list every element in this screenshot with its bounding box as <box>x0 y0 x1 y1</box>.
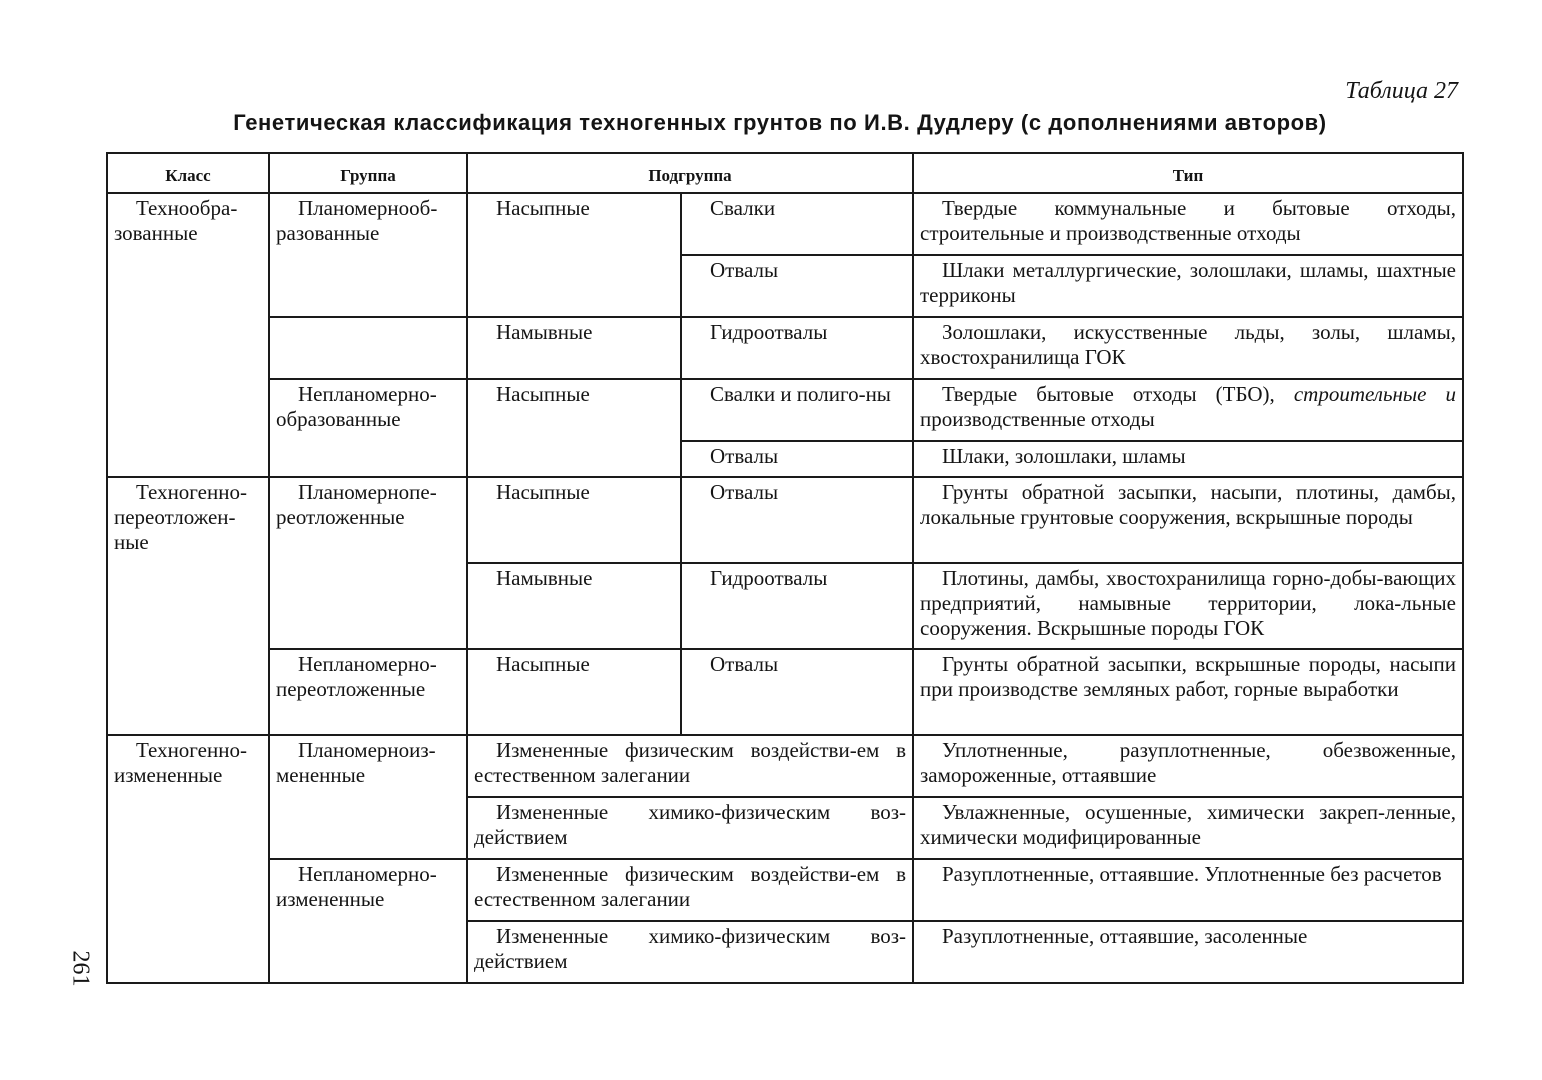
subgroup-cell: Насыпные <box>467 193 681 317</box>
subgroup-cell: Насыпные <box>467 477 681 563</box>
subgroup-cell: Измененные физическим воздействи-ем в естественном залегании <box>467 859 913 921</box>
table-title: Генетическая классификация техногенных грунтов по И.В. Дудлеру (с дополнениями авторов) <box>233 110 1327 135</box>
type-cell <box>913 379 1463 441</box>
table-row <box>107 317 1463 379</box>
group-cell: Непланомерно-измененные <box>269 859 467 983</box>
subgroup-cell: Намывные <box>467 563 681 649</box>
subsubgroup-cell: Свалки <box>681 193 913 255</box>
group-cell: Непланомерно-образованные <box>269 379 467 477</box>
subsubgroup-cell: Отвалы <box>681 477 913 563</box>
group-cell: Планомернопе-реотложенные <box>269 477 467 649</box>
header-subgroup: Подгруппа <box>467 153 913 193</box>
group-cell: Планомерноoб-разованные <box>269 193 467 317</box>
group-cell: Непланомерно-переотложенные <box>269 649 467 735</box>
type-cell: Разуплотненные, оттаявшие, засоленные <box>913 921 1463 983</box>
header-type: Тип <box>913 153 1463 193</box>
group-cell: Планомерноиз-мененные <box>269 735 467 859</box>
type-cell: Плотины, дамбы, хвостохранилища горно-добы-вающих предприятий, намывные территории, лока-льные сооружения. Вскрышные породы ГОК <box>913 563 1463 649</box>
table-number: Таблица 27 <box>1345 78 1458 104</box>
subsubgroup-cell: Гидроотвалы <box>681 317 913 379</box>
group-cell-continued <box>269 317 467 379</box>
type-cell: Уплотненные, разуплотненные, обезвоженные, замороженные, оттаявшие <box>913 735 1463 797</box>
type-text: производственные отходы <box>920 407 1155 431</box>
subgroup-cell: Насыпные <box>467 379 681 477</box>
type-cell: Разуплотненные, оттаявшие. Уплотненные без расчетов <box>913 859 1463 921</box>
type-cell: Шлаки, золошлаки, шламы <box>913 441 1463 477</box>
table-row <box>107 649 1463 735</box>
type-cell: Грунты обратной засыпки, вскрышные породы, насыпи при производстве земляных работ, горные выработки <box>913 649 1463 735</box>
class-cell: Техногенно-переотложен-ные <box>107 477 269 735</box>
header-class: Класс <box>107 153 269 193</box>
type-cell: Шлаки металлургические, золошлаки, шламы, шахтные терриконы <box>913 255 1463 317</box>
type-text-italic: строительные и <box>1293 382 1456 406</box>
subgroup-cell: Измененные химико-физическим воз-действием <box>467 797 913 859</box>
subsubgroup-cell: Свалки и полиго-ны <box>681 379 913 441</box>
subsubgroup-cell: Отвалы <box>681 649 913 735</box>
table-row <box>107 859 1463 921</box>
classification-table <box>106 152 1464 984</box>
subgroup-cell: Насыпные <box>467 649 681 735</box>
class-cell: Техногенно-измененные <box>107 735 269 983</box>
table-row <box>107 193 1463 255</box>
header-group: Группа <box>269 153 467 193</box>
table-row <box>107 735 1463 797</box>
subsubgroup-cell: Отвалы <box>681 441 913 477</box>
table-header-row <box>107 153 1463 193</box>
table-row <box>107 379 1463 441</box>
subgroup-cell: Измененные химико-физическим воз-действием <box>467 921 913 983</box>
class-cell: Технообра-зованные <box>107 193 269 477</box>
type-cell: Грунты обратной засыпки, насыпи, плотины, дамбы, локальные грунтовые сооружения, вскрышные породы <box>913 477 1463 563</box>
subgroup-cell: Намывные <box>467 317 681 379</box>
type-cell: Увлажненные, осушенные, химически закреп-ленные, химически модифицированные <box>913 797 1463 859</box>
subgroup-cell: Измененные физическим воздействи-ем в естественном залегании <box>467 735 913 797</box>
subsubgroup-cell: Гидроотвалы <box>681 563 913 649</box>
type-text: Твердые бытовые отходы (ТБО), <box>942 382 1294 406</box>
type-cell: Твердые коммунальные и бытовые отходы, строительные и производственные отходы <box>913 193 1463 255</box>
page-number: 261 <box>67 950 94 987</box>
subsubgroup-cell: Отвалы <box>681 255 913 317</box>
table-row <box>107 477 1463 563</box>
type-cell: Золошлаки, искусственные льды, золы, шламы, хвостохранилища ГОК <box>913 317 1463 379</box>
